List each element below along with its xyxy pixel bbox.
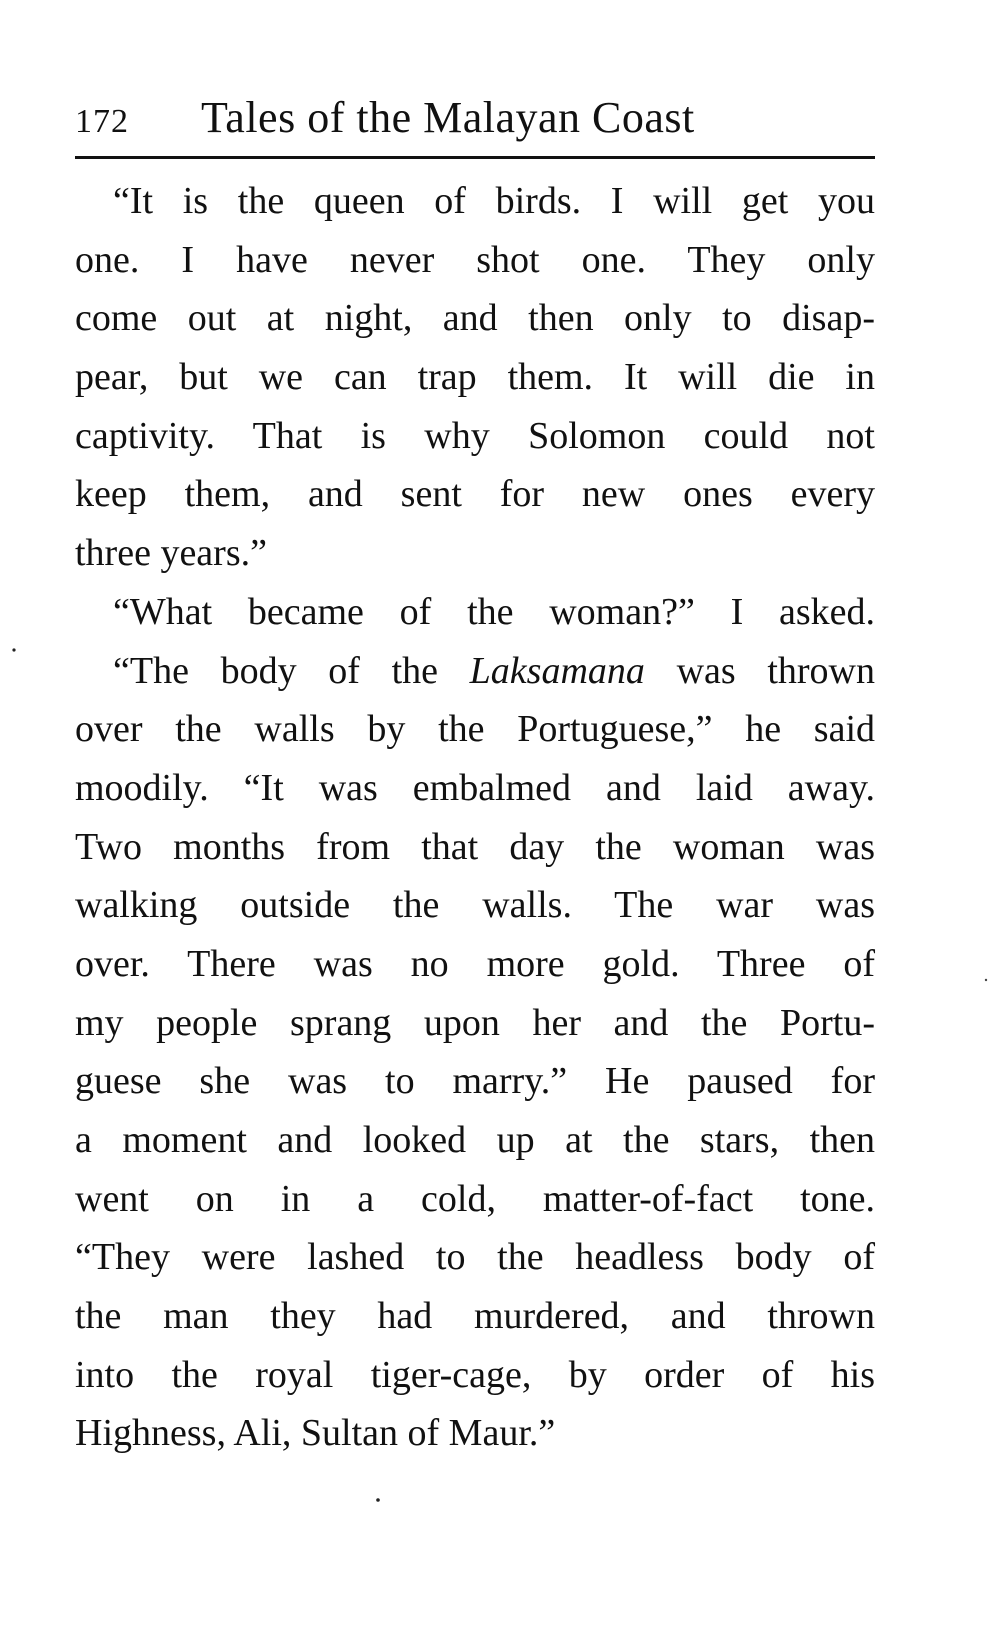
text-line: a moment and looked up at the stars, then (75, 1119, 875, 1161)
text-line (75, 642, 875, 701)
text-line: three years.” (75, 532, 267, 575)
scan-speck (985, 979, 987, 981)
text-line: Highness, Ali, Sultan of Maur.” (75, 1412, 556, 1455)
text-line: “What became of the woman?” I asked. (113, 590, 875, 633)
text-line: come out at night, and then only to disap- (75, 297, 875, 340)
scan-speck (12, 648, 15, 651)
text-line: walking outside the walls. The war was (75, 884, 875, 927)
text-line: into the royal tiger-cage, by order of his (75, 1353, 875, 1396)
text-line: over the walls by the Portuguese,” he said (75, 708, 875, 751)
text-line: over. There was no more gold. Three of (75, 942, 875, 985)
text-segment: was thrown (644, 649, 875, 692)
header-rule (75, 156, 875, 159)
text-line: went on in a cold, matter-of-fact tone. (75, 1177, 875, 1220)
running-head (75, 88, 875, 148)
body-text (75, 172, 875, 1463)
text-line: pear, but we can trap them. It will die in (75, 356, 875, 399)
text-line: moodily. “It was embalmed and laid away. (75, 766, 875, 809)
text-line: keep them, and sent for new ones every (75, 473, 875, 516)
italic-name: Laksamana (469, 649, 645, 692)
text-line: my people sprang upon her and the Portu- (75, 1001, 875, 1044)
text-line: guese she was to marry.” He paused for (75, 1060, 875, 1103)
text-line: the man they had murdered, and thrown (75, 1295, 875, 1338)
text-line: captivity. That is why Solomon could not (75, 414, 875, 457)
text-segment: “The body of the (113, 649, 470, 692)
scan-speck (376, 1498, 380, 1502)
text-line: “It is the queen of birds. I will get you (113, 180, 875, 222)
text-line: “They were lashed to the headless body of (75, 1236, 875, 1279)
page-number: 172 (75, 103, 129, 140)
text-line: Two months from that day the woman was (75, 825, 875, 868)
text-line: one. I have never shot one. They only (75, 238, 875, 281)
running-title: Tales of the Malayan Coast (201, 93, 695, 142)
